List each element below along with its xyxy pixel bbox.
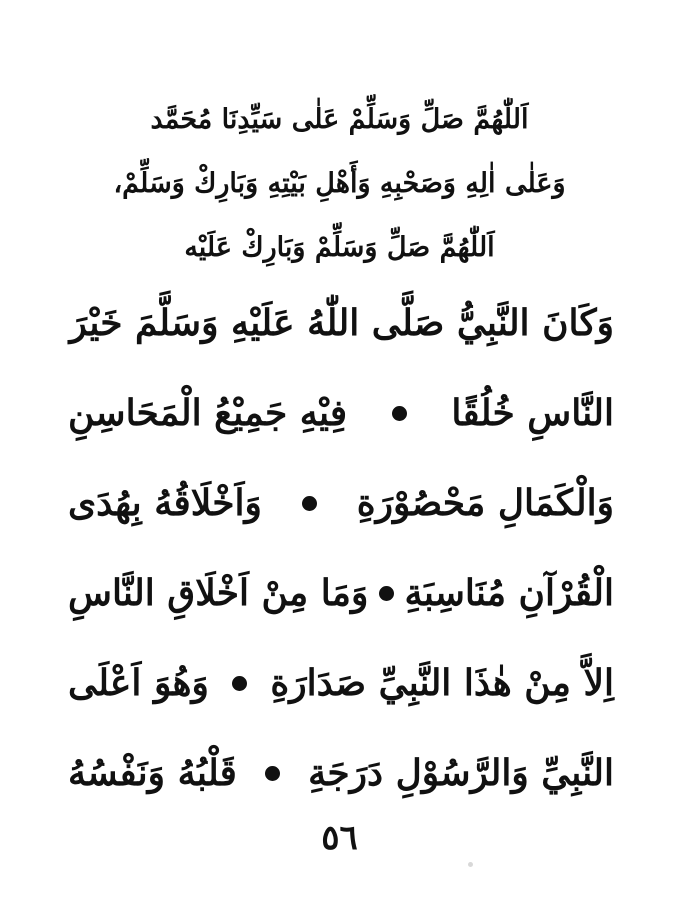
text-segment: وَالْكَمَالِ مَحْصُوْرَةِ: [356, 482, 614, 524]
text-segment: اِلاَّ مِنْ هٰذَا النَّبِيِّ صَدَارَةِ: [270, 662, 614, 704]
bullet-separator-icon: [379, 586, 394, 601]
paper-speck: [468, 862, 473, 867]
header-line: اَللّٰهُمَّ صَلِّ وَسَلِّمْ وَبَارِكْ عَلَيْه: [184, 232, 495, 263]
salawat-header: [60, 88, 619, 280]
text-segment: النَّبِيِّ وَالرَّسُوْلِ دَرَجَةِ: [308, 752, 614, 794]
text-segment: قَلْبُهُ وَنَفْسُهُ: [68, 752, 237, 794]
page-number: ٥٦: [321, 818, 358, 858]
body-line: [68, 548, 614, 638]
text-segment: وَاَخْلَاقُهُ بِهُدَى: [68, 482, 262, 524]
text-segment: فِيْهِ جَمِيْعُ الْمَحَاسِنِ: [68, 392, 348, 434]
body-line: [68, 638, 614, 728]
bullet-separator-icon: [232, 676, 247, 691]
text-segment: النَّاسِ خُلُقًا: [451, 392, 614, 434]
text-segment: وَمَا مِنْ اَخْلَاقِ النَّاسِ: [68, 572, 369, 614]
bullet-separator-icon: [392, 406, 407, 421]
text-segment: وَهُوَ اَعْلَى: [68, 662, 209, 704]
body-line: [68, 728, 614, 818]
header-line: وَعَلٰى اٰلِهِ وَصَحْبِهِ وَأَهْلِ بَيْتِهِ وَبَارِكْ وَسَلِّمْ،: [113, 168, 566, 199]
body-line: [68, 458, 614, 548]
header-line: اَللّٰهُمَّ صَلِّ وَسَلِّمْ عَلٰى سَيِّدِنَا مُحَمَّد: [150, 104, 529, 135]
text-segment: الْقُرْآنِ مُنَاسِبَةِ: [404, 572, 614, 614]
body-line: [68, 278, 614, 368]
body-line: [68, 368, 614, 458]
body-text: [68, 278, 614, 818]
bullet-separator-icon: [302, 496, 317, 511]
bullet-separator-icon: [265, 766, 280, 781]
text-segment: وَكَانَ النَّبِيُّ صَلَّى اللّٰهُ عَلَيْهِ وَسَلَّمَ خَيْرَ: [69, 302, 614, 344]
